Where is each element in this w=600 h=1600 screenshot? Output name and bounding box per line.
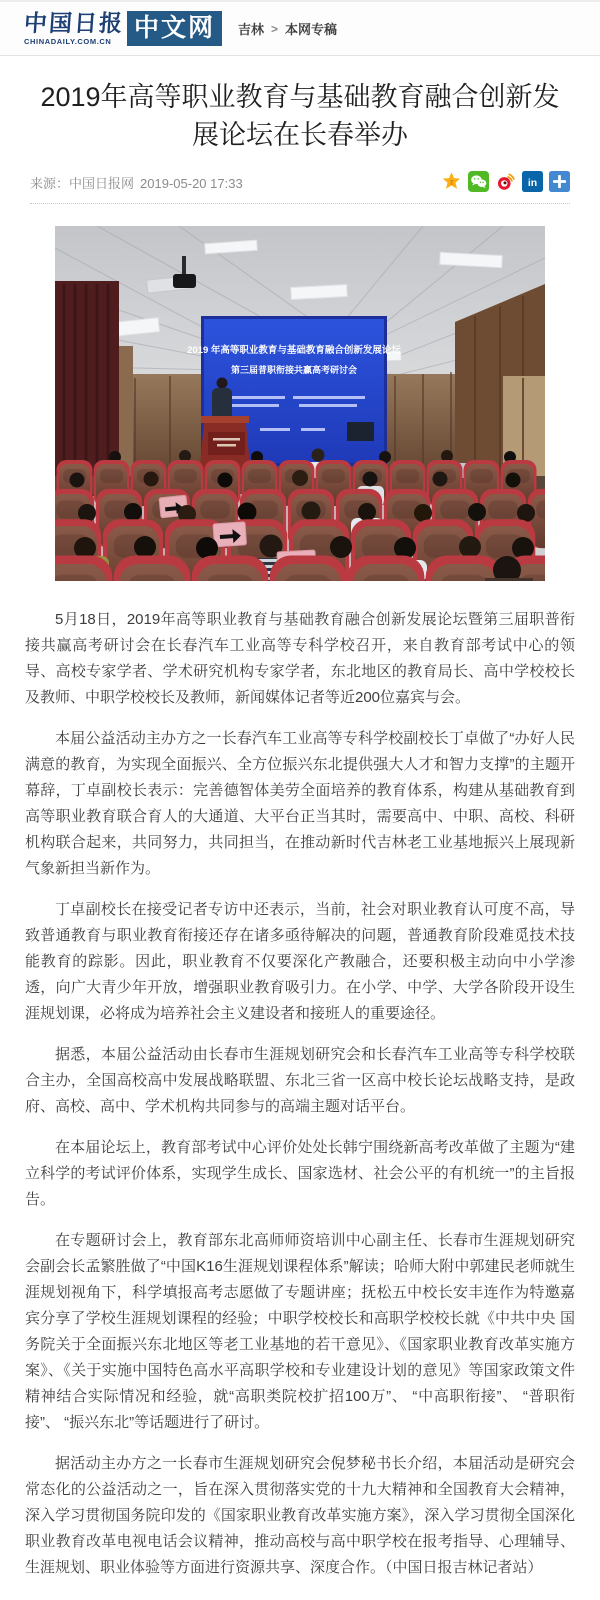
article-paragraph: 5月18日，2019年高等职业教育与基础教育融合创新发展论坛暨第三届职普衔接共赢高考研讨会在长春汽车工业高等专科学校召开，来自教育部考试中心的领导、高校专家学者、学术研究机构专家学者，东北地区的教育局长、高中学校校长及教师、中职学校校长及教师，新闻媒体记者等近200位嘉宾与会。 [25, 611, 575, 706]
page-title: 2019年高等职业教育与基础教育融合创新发展论坛在长春举办 [40, 82, 560, 150]
chinadaily-logo[interactable] [24, 11, 222, 46]
screen-title-line2: 第三届普职衔接共赢高考研讨会 [230, 365, 358, 375]
qzone-icon[interactable] [441, 171, 462, 192]
article-paragraph: 本届公益活动主办方之一长春汽车工业高等专科学校副校长丁卓做了“办好人民满意的教育，为实现全面振兴、全方位振兴东北提供强大人才和智力支撑”的主题开幕辞，丁卓副校长表示：完善德智体美劳全面培养的教育体系，构建从基础教育到高等职业教育联合育人的大通道、大平台正当其时，需要高中、中职、高校、科研机构联合起来，共同努力，共同担当，在推动新时代吉林老工业基地振兴上展现新气象新担当新作为。 [25, 730, 575, 877]
breadcrumb-separator: > [271, 21, 279, 36]
article-paragraph: 在专题研讨会上，教育部东北高师师资培训中心副主任、长春市生涯规划研究会副会长孟繁胜做了“中国K16生涯规划课程体系”解读；哈师大附中郭建民老师就生涯规划视角下，科学填报高考志愿做了专题讲座；抚松五中校长安丰连作为特邀嘉宾分享了学校生涯规划课程的经验；中职学校校长和高职学校校长就《中共中央 国务院关于全面振兴东北地区等老工业基地的若干意见》、《国家职业教育改革实施方案》、《关于实施中国特色高水平高职学校和专业建设计划的意见》等国家政策文件精神结合实际情况和经验，就“高职类院校扩招100万”、 “中高职衔接”、 “普职衔接”、 “振兴东北”等话题进行了研讨。 [25, 1232, 575, 1431]
screen-title-line1: 2019 年高等职业教育与基础教育融合创新发展论坛 [187, 345, 401, 356]
source-label: 来源： [30, 176, 70, 191]
linkedin-icon[interactable] [522, 171, 543, 192]
logo-brand-cn: 中国日报 [23, 10, 125, 37]
svg-text:z: z [449, 177, 454, 187]
svg-text:in: in [527, 176, 538, 189]
article-body [0, 581, 600, 1600]
site-header [0, 2, 600, 56]
breadcrumb-section[interactable]: 吉林 [238, 22, 265, 37]
article-paragraph: 据悉，本届公益活动由长春市生涯规划研究会和长春汽车工业高等专科学校联合主办，全国高校高中发展战略联盟、东北三省一区高中校长论坛战略支持，是政府、高校、高中、学术机构共同参与的高端主题对话平台。 [25, 1046, 575, 1115]
logo-calligraphy-block [24, 11, 124, 46]
article-photo [55, 226, 545, 581]
article-paragraph: 据活动主办方之一长春市生涯规划研究会倪梦秘书长介绍，本届活动是研究会常态化的公益活动之一，旨在深入贯彻落实党的十九大精神和全国教育大会精神，深入学习贯彻国务院印发的《国家职业教育改革实施方案》，深入学习贯彻全国深化职业教育改革电视电话会议精神，推动高校与高中职学校在报考指导、心理辅导、生涯规划、职业体验等方面进行资源共享、深度合作。（中国日报吉林记者站） [25, 1455, 575, 1576]
breadcrumb-page[interactable]: 本网专稿 [285, 22, 338, 37]
article-meta-row [0, 154, 600, 203]
wechat-icon[interactable] [468, 171, 489, 192]
share-more-icon[interactable] [549, 171, 570, 192]
article-source [30, 173, 243, 192]
share-toolbar [441, 171, 570, 192]
publish-datetime: 2019-05-20 17:33 [140, 176, 243, 191]
source-name: 中国日报网 [69, 176, 135, 191]
weibo-icon[interactable] [495, 171, 516, 192]
logo-domain: CHINADAILY.COM.CN [24, 37, 112, 46]
meta-divider [30, 203, 570, 204]
article-paragraph: 在本届论坛上，教育部考试中心评价处处长韩宁围绕新高考改革做了主题为“建立科学的考试评价体系，实现学生成长、国家选材、社会公平的有机统一”的主旨报告。 [25, 1139, 575, 1208]
conference-photo-illustration [55, 226, 545, 581]
breadcrumb [238, 19, 337, 38]
article-paragraph: 丁卓副校长在接受记者专访中还表示，当前，社会对职业教育认可度不高，导致普通教育与职业教育衔接还存在诸多亟待解决的问题，普通教育阶段难觅技术技能教育的踪影。因此，职业教育不仅要深化产教融合，还要积极主动向中小学渗透，向广大青少年开放，增强职业教育吸引力。在小学、中学、大学各阶段开设生涯规划课，必将成为培养社会主义建设者和接班人的重要途径。 [25, 901, 575, 1022]
logo-site-badge: 中文网 [127, 11, 222, 46]
